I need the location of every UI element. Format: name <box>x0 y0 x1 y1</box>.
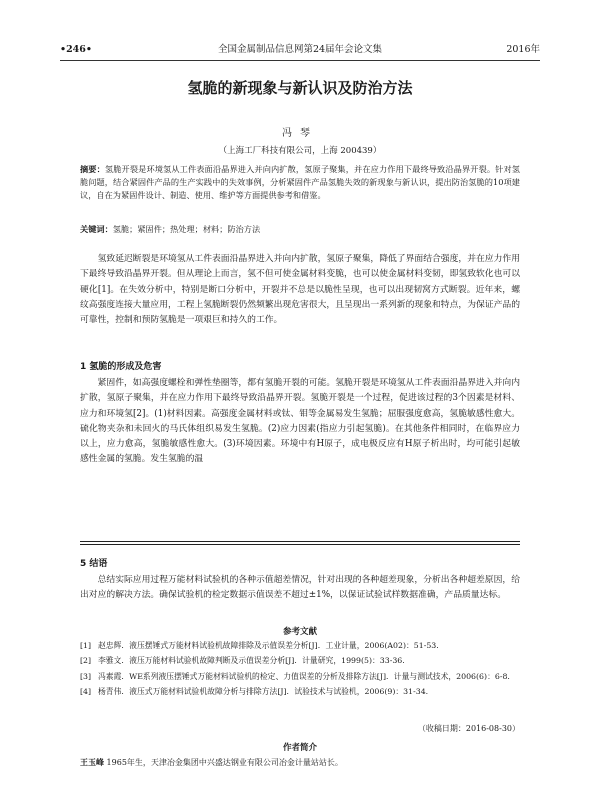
section-5-paragraph: 总结实际应用过程万能材料试验机的各种示值超差情况，针对出现的各种超差现象，分析出各种超差原因，给出对应的解决方法。确保试验机的检定数据示值误差不超过±1%，以保证试验试样数据准确，产品质量达标。 <box>80 575 520 601</box>
journal-title: 全国金属制品信息网第24届年会论文集 <box>217 44 383 55</box>
author-bio <box>80 757 520 769</box>
reference-text: 冯素霞．WE系列液压摆锤式万能材料试验机的检定、力值误差的分析及排除方法[J]．计量与测试技术，2006(6)：6-8. <box>98 671 510 681</box>
intro-paragraph: 氢致延迟断裂是环境氢从工件表面沿晶界进入并向内扩散，氢原子聚集，降低了界面结合强度，并在应力作用下最终导致沿晶界开裂。但从理论上而言，氢不但可使金属材料变脆，也可以使金属材料变韧，即氢致软化也可以硬化[1]。在失效分析中，特别是断口分析中，开裂并不总是以脆性呈现，也可以出现韧窝方式断裂。近年来，螺纹高强度连接大量应用，工程上氢脆断裂仍然频繁出现危害很大，且呈现出一系列新的现象和特点，为保证产品的可靠性，控制和预防氢脆是一项艰巨和持久的工作。 <box>80 254 520 326</box>
reference-list <box>80 640 520 702</box>
reference-number: [2] <box>80 656 92 666</box>
reference-text: 赵忠辉．液压摆锤式万能材料试验机故障排除及示值误差分析[J]．工业计量，2006(A02)：51-53. <box>98 641 439 650</box>
section-divider <box>80 541 520 545</box>
abstract-label: 摘要： <box>80 164 105 174</box>
reference-item <box>80 655 520 667</box>
reference-number: [4] <box>80 687 92 697</box>
article-title: 氢脆的新现象与新认识及防治方法 <box>187 79 413 97</box>
header-rule <box>60 60 540 61</box>
keywords-text: 氢脆；紧固件；热处理；材料；防治方法 <box>112 224 261 234</box>
abstract-text: 氢脆开裂是环境氢从工件表面沿晶界进入并向内扩散，氢原子聚集，并在应力作用下最终导致沿晶界开裂。针对氢脆问题，结合紧固件产品的生产实践中的失效事例，分析紧固件产品氢脆失效的新现象与新认识，提出防治氢脆的10项建议，自在为紧固件设计、制造、使用、维护等方面提供参考和借鉴。 <box>80 164 520 200</box>
reference-text: 杨青伟．液压式万能材料试验机故障分析与排除方法[J]．试验技术与试验机，2006(9)：31-34. <box>98 687 429 697</box>
author-bio-heading: 作者简介 <box>282 743 317 753</box>
reference-item <box>80 671 520 683</box>
running-header <box>60 43 540 57</box>
reference-number: [3] <box>80 671 92 681</box>
reference-item <box>80 686 520 698</box>
bio-text: 1965年生，天津冶金集团中兴盛达钢业有限公司冶金计量站站长。 <box>106 758 343 767</box>
reference-text: 李雅文．液压万能材料试验机故障判断及示值误差分析[J]．计量研究，1999(5)：33-36. <box>98 656 405 666</box>
author-affiliation: （上海工厂科技有限公司，上海 200439） <box>218 146 382 156</box>
section-1-heading: 1 氢脆的形成及危害 <box>80 362 162 372</box>
bio-author-name: 王玉峰 <box>80 758 104 767</box>
abstract <box>80 163 520 202</box>
section-1-paragraph: 紧固件，如高强度螺栓和弹性垫圈等，都有氢脆开裂的可能。氢脆开裂是环境氢从工件表面沿晶界进入并向内扩散，氢原子聚集，并在应力作用下最终导致沿晶界开裂。氢脆开裂是一个过程，促进该过程的3个因素是材料、应力和环境氢[2]。(1)材料因素。高强度金属材料或钛、钼等金属易发生氢脆；屈服强度愈高，氢脆敏感性愈大。硫化物夹杂和未回火的马氏体组织易发生氢脆。(2)应力因素(指应力引起氢脆)。在其他条件相同时，在临界应力以上，应力愈高，氢脆敏感性愈大。(3)环境因素。环境中有H原子，成电极反应有H原子析出时，均可能引起敏感性金属的氢脆。发生氢脆的温 <box>80 378 520 465</box>
references-heading: 参考文献 <box>282 627 317 637</box>
reference-item <box>80 640 520 652</box>
page-number: •246• <box>60 44 92 55</box>
received-date: （收稿日期：2016-08-30） <box>417 724 520 733</box>
header-year: 2016年 <box>506 44 540 55</box>
keywords <box>80 223 520 236</box>
keywords-label: 关键词： <box>80 224 113 234</box>
section-5-heading: 5 结语 <box>80 559 108 569</box>
author-name: 冯琴 <box>282 128 318 139</box>
reference-number: [1] <box>80 641 92 650</box>
